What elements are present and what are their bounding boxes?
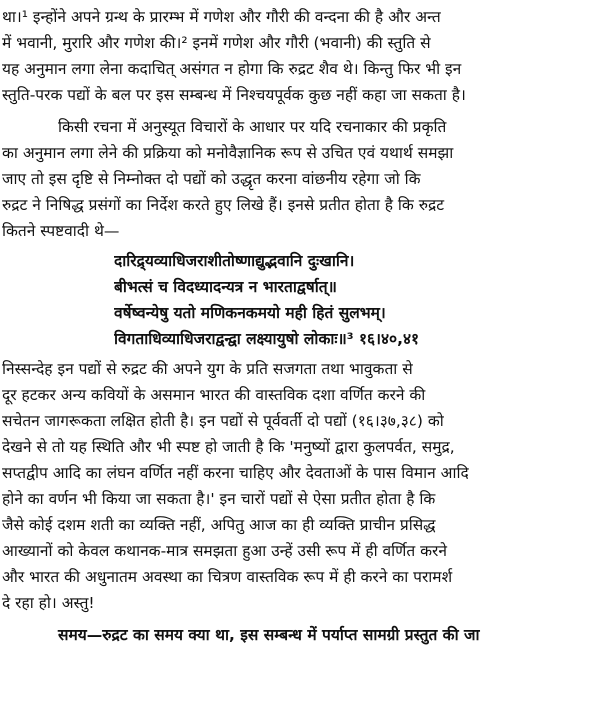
text-line: सचेतन जागरूकता लक्षित होती है। इन पद्यों से पूर्ववर्ती दो पद्यों (१६।३७,३८) को [2, 412, 444, 430]
text-line: में भवानी, मुरारि और गणेश की।² इनमें गणेश और गौरी (भवानी) की स्तुति से [2, 34, 431, 52]
text-line: यह अनुमान लगा लेना कदाचित् असंगत न होगा कि रुद्रट शैव थे। किन्तु फिर भी इन [2, 60, 462, 78]
text-line: दे रहा हो। अस्तु! [2, 594, 95, 612]
text-line: आख्यानों को केवल कथानक-मात्र समझता हुआ उन्हें उसी रूप में ही वर्णित करने [2, 542, 447, 560]
text-line: किसी रचना में अनुस्यूत विचारों के आधार पर यदि रचनाकार की प्रकृति [58, 118, 447, 136]
paragraph-2 [2, 114, 594, 244]
text-line: और भारत की अधुनातम अवस्था का चित्रण वास्तविक रूप में ही करने का परामर्श [2, 568, 453, 586]
text-line: जैसे कोई दशम शती का व्यक्ति नहीं, अपितु आज का ही व्यक्ति प्राचीन प्रसिद्ध [2, 516, 436, 534]
paragraph-1 [2, 4, 594, 108]
text-line: निस्सन्देह इन पद्यों से रुद्रट की अपने युग के प्रति सजगता तथा भावुकता से [2, 360, 413, 378]
text-line: कितने स्पष्टवादी थे— [2, 222, 120, 240]
text-line: होने का वर्णन भी किया जा सकता है।' इन चारों पद्यों से ऐसा प्रतीत होता है कि [2, 490, 436, 508]
text-line: सप्तद्वीप आदि का लंघन वर्णित नहीं करना चाहिए और देवताओं के पास विमान आदि [2, 464, 469, 482]
paragraph-4 [2, 622, 594, 648]
sanskrit-verse-block [2, 248, 594, 352]
text-line: था।¹ इन्होंने अपने ग्रन्थ के प्रारम्भ में गणेश और गौरी की वन्दना की है और अन्त [2, 8, 441, 26]
text-line: देखने से तो यह स्थिति और भी स्पष्ट हो जाती है कि 'मनुष्यों द्वारा कुलपर्वत, समुद्र, [2, 438, 455, 456]
text-line: जाए तो इस दृष्टि से निम्नोक्त दो पद्यों को उद्धृत करना वांछनीय रहेगा जो कि [2, 170, 421, 188]
text-line: स्तुति-परक पद्यों के बल पर इस सम्बन्ध में निश्चयपूर्वक कुछ नहीं कहा जा सकता है। [2, 86, 466, 104]
verse-line: वर्षेष्वन्येषु यतो मणिकनकमयो मही हितं सुलभम्। [114, 304, 386, 322]
paragraph-3 [2, 356, 594, 616]
text-line: दूर हटकर अन्य कवियों के असमान भारत की वास्तविक दशा वर्णित करने की [2, 386, 426, 404]
text-line: रुद्रट ने निषिद्ध प्रसंगों का निर्देश करते हुए लिखे हैं। इनसे प्रतीत होता है कि रुद्रट [2, 196, 445, 214]
verse-line: विगताधिव्याधिजराद्वन्द्वा लक्ष्यायुषो लोकाः॥³ १६।४०,४१ [114, 330, 420, 348]
verse-line: बीभत्सं च विदध्यादन्यत्र न भारताद्वर्षात्॥ [114, 278, 337, 296]
text-line: का अनुमान लगा लेने की प्रक्रिया को मनोवैज्ञानिक रूप से उचित एवं यथार्थ समझा [2, 144, 454, 162]
section-heading-line: समय—रुद्रट का समय क्या था, इस सम्बन्ध में पर्याप्त सामग्री प्रस्तुत की जा [58, 626, 480, 644]
verse-line: दारिद्र्यव्याधिजराशीतोष्णाद्युद्भवानि दुःखानि। [114, 252, 355, 270]
